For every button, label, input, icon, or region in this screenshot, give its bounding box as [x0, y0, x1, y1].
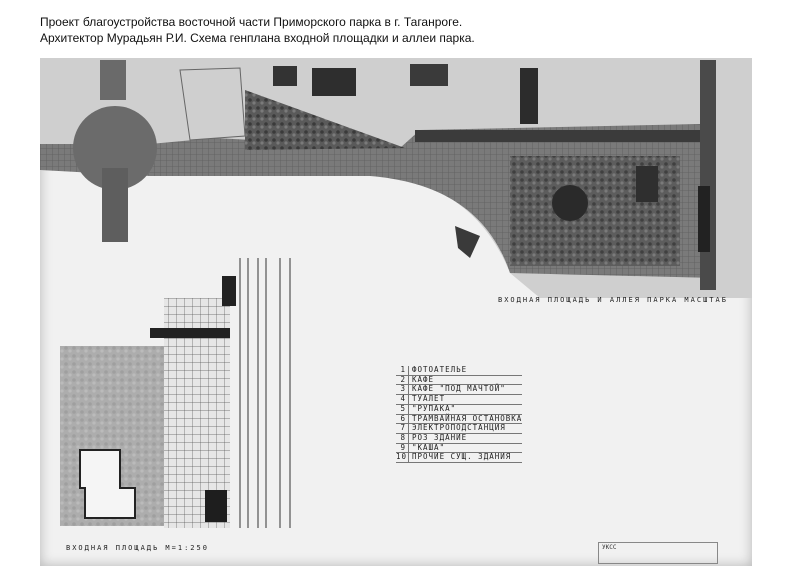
legend-row: 2 КАФЕ — [396, 376, 522, 386]
entrance-label: ВХОДНАЯ ПЛОЩАДЬ М=1:250 — [66, 544, 209, 552]
hook-shape — [455, 226, 480, 258]
plan-label: ВХОДНАЯ ПЛОЩАДЬ И АЛЛЕЯ ПАРКА МАСШТАБ — [498, 296, 728, 304]
legend-table — [396, 366, 522, 463]
plaza-stem-top — [100, 60, 126, 100]
right-road — [700, 60, 716, 290]
legend-row: 1 ФОТОАТЕЛЬЕ — [396, 366, 522, 376]
legend-row: 9 "КАША" — [396, 444, 522, 454]
alley-edge — [415, 130, 705, 142]
stamp-text: УКСС — [602, 544, 617, 551]
legend-row: 5 "РУПАКА" — [396, 405, 522, 415]
building-6 — [698, 186, 710, 252]
plan-drawing — [40, 58, 752, 566]
kiosk — [222, 276, 236, 306]
entrance-wall — [150, 328, 230, 338]
legend-row: 3 КАФЕ "ПОД МАЧТОЙ" — [396, 385, 522, 395]
legend-row: 10 ПРОЧИЕ СУЩ. ЗДАНИЯ — [396, 453, 522, 463]
caption — [40, 14, 780, 46]
building-5 — [636, 166, 658, 202]
building-4 — [520, 68, 538, 124]
legend-row: 6 ТРАМВАЙНАЯ ОСТАНОВКА — [396, 415, 522, 425]
tram-lines — [240, 258, 290, 528]
caption-line-2: Архитектор Мурадьян Р.И. Схема генплана входной площадки и аллеи парка. — [40, 31, 475, 45]
building-3 — [410, 64, 448, 86]
building-2 — [312, 68, 356, 96]
building-1 — [273, 66, 297, 86]
caption-line-1: Проект благоустройства восточной части Приморского парка в г. Таганроге. — [40, 15, 463, 29]
plaza-stem — [102, 168, 128, 242]
legend-row: 7 ЭЛЕКТРОПОДСТАНЦИЯ — [396, 424, 522, 434]
site-plan-svg — [40, 58, 752, 566]
kiosk-2 — [205, 490, 227, 522]
title-stamp — [598, 542, 718, 564]
legend-row: 8 РОЗ ЗДАНИЕ — [396, 434, 522, 444]
legend-row: 4 ТУАЛЕТ — [396, 395, 522, 405]
round-pavilion — [552, 185, 588, 221]
